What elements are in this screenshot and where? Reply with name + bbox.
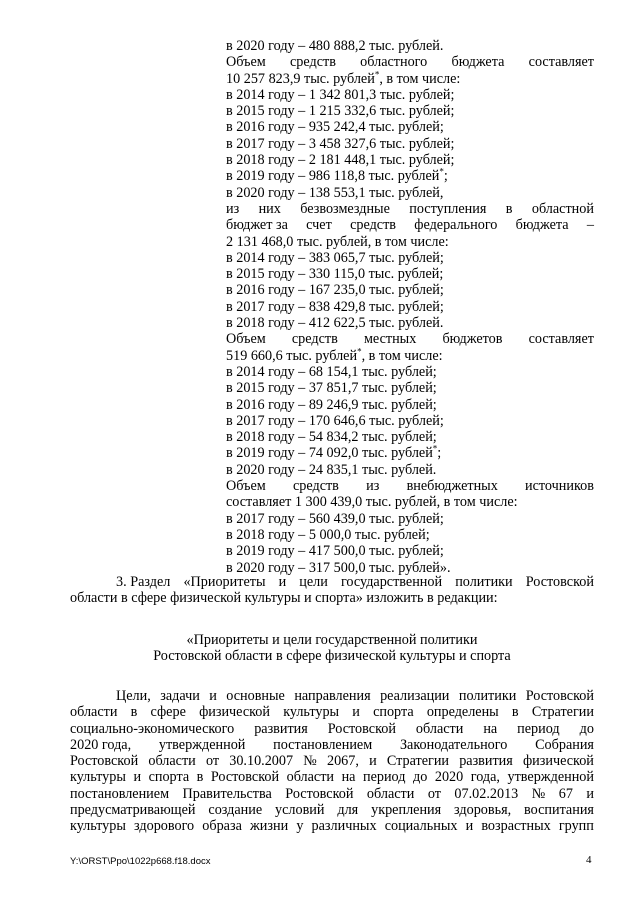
funding-line (226, 527, 594, 543)
word: у (296, 818, 304, 835)
funding-line (226, 103, 594, 119)
funding-line (226, 413, 594, 429)
section-heading (70, 632, 594, 665)
funding-line (226, 315, 594, 331)
word: 30.10.2007 (229, 753, 294, 770)
word: культуры (70, 818, 126, 835)
line-text: в 2014 году – 383 065,7 тыс. рублей; (226, 249, 444, 266)
funding-line (226, 68, 594, 87)
word: постановлением (70, 785, 170, 802)
word: создание (208, 802, 263, 819)
line-text: в 2017 году – 838 429,8 тыс. рублей; (226, 298, 444, 315)
paragraph-line (70, 818, 594, 834)
line-text: в 2016 году – 935 242,4 тыс. рублей; (226, 119, 444, 136)
line-text: в 2020 году – 317 500,0 тыс. рублей». (226, 559, 451, 576)
word: различных (311, 818, 377, 835)
word: местных (363, 331, 417, 348)
word: Объем (226, 331, 266, 348)
word: период (362, 769, 406, 786)
word: средств (291, 331, 338, 348)
word: постановлением (273, 736, 373, 753)
footer-file-path: Y:\ORST\Ppo\1022p668.f18.docx (70, 856, 211, 867)
funding-line (226, 38, 594, 54)
line-text-tail: , в том числе: (361, 347, 443, 364)
funding-line (226, 185, 594, 201)
word: возрастных (481, 818, 551, 835)
funding-line (226, 250, 594, 266)
word: утвержденной (507, 769, 594, 786)
line-text: 2 131 468,0 тыс. рублей, в том числе: (226, 233, 449, 250)
word: Объем (226, 54, 266, 71)
line-text: в 2016 году – 167 235,0 тыс. рублей; (226, 282, 444, 299)
funding-column (226, 38, 594, 576)
word: групп (558, 818, 594, 835)
line-text-tail: ; (437, 445, 442, 462)
word: Ростовской (525, 688, 594, 704)
line-text: 519 660,6 тыс. рублей (226, 347, 358, 364)
word: 2020 (434, 769, 464, 786)
funding-line (226, 87, 594, 103)
word: образа (202, 818, 242, 835)
line-text-tail: ; (443, 168, 448, 185)
page-number: 4 (586, 854, 592, 866)
word: в (505, 200, 513, 217)
funding-line (226, 543, 594, 559)
paragraph-line (70, 688, 594, 704)
line-text: в 2015 году – 37 851,7 тыс. рублей; (226, 380, 437, 397)
word: Ростовской (525, 574, 594, 590)
word: области (148, 753, 196, 770)
word: 3. Раздел (116, 574, 171, 590)
funding-line (226, 445, 594, 461)
word: бюджетов (442, 331, 503, 348)
word: для (337, 802, 359, 819)
line-text: составляет 1 300 439,0 тыс. рублей, в том числе: (226, 494, 518, 511)
paragraph-line (70, 737, 594, 753)
word: них (258, 200, 281, 217)
word: до (579, 720, 594, 737)
word: 67 (558, 785, 573, 802)
word: «Приоритеты (183, 574, 266, 590)
word: бюджета (515, 217, 569, 234)
line-text: в 2015 году – 330 115,0 тыс. рублей; (226, 266, 444, 283)
funding-line (226, 119, 594, 135)
section-3-line-1 (70, 574, 594, 590)
line-text: в 2017 году – 170 646,6 тыс. рублей; (226, 412, 444, 429)
word: области (70, 704, 118, 721)
word: жизни (250, 818, 289, 835)
paragraph-line (70, 753, 594, 769)
word: Стратегии (531, 704, 594, 721)
line-text: 10 257 823,9 тыс. рублей (226, 70, 375, 87)
line-text: в 2016 году – 89 246,9 тыс. рублей; (226, 396, 437, 413)
word: и (465, 818, 474, 835)
word: безвозмездные (300, 200, 390, 217)
word: в (130, 704, 138, 721)
section-3-line-2: области в сфере физической культуры и спорта» изложить в редакции: (70, 590, 498, 607)
word: и (586, 785, 594, 802)
word: направления (294, 688, 371, 704)
paragraph-line (70, 786, 594, 802)
word: здоровья, (454, 802, 512, 819)
word: на (341, 769, 356, 786)
word: развития (459, 753, 513, 770)
funding-line (226, 364, 594, 380)
funding-line (226, 234, 594, 250)
word: Ростовской (70, 753, 139, 770)
word: основные (226, 688, 285, 704)
word: средств (289, 54, 336, 71)
line-text: в 2020 году – 138 553,1 тыс. рублей, (226, 184, 444, 201)
word: области (415, 720, 464, 737)
footnote-asterisk: * (439, 166, 444, 177)
paragraph-line (70, 721, 594, 737)
line-text: в 2015 году – 1 215 332,6 тыс. рублей; (226, 103, 455, 120)
word: в (511, 704, 519, 721)
line-text: в 2018 году – 5 000,0 тыс. рублей; (226, 526, 430, 543)
paragraph-line (70, 802, 594, 818)
line-text: в 2018 году – 54 834,2 тыс. рублей; (226, 429, 437, 446)
word: условий (275, 802, 325, 819)
word: в (196, 769, 204, 786)
footnote-asterisk: * (432, 443, 438, 454)
heading-line-1: «Приоритеты и цели государственной политики (186, 632, 478, 648)
word: и (352, 704, 360, 721)
heading-line-2: Ростовской области в сфере физической культуры и спорта (153, 648, 511, 665)
word: 2067, (326, 753, 359, 770)
funding-line (226, 152, 594, 168)
word: и (133, 769, 142, 786)
word: 2020 года, (70, 736, 132, 753)
word: сфере (150, 704, 186, 721)
word: реализации (380, 688, 450, 704)
word: из (226, 200, 240, 217)
word: развития (254, 720, 308, 737)
word: утвержденной (158, 736, 246, 753)
word: спорта (373, 704, 414, 721)
funding-line (226, 299, 594, 315)
funding-line (226, 478, 594, 494)
word: социально-экономического (70, 720, 235, 737)
word: Стратегии (386, 753, 450, 770)
word: определены (426, 704, 499, 721)
funding-line (226, 266, 594, 282)
word: бюджет за (226, 217, 288, 234)
word: предусматривающей (70, 802, 196, 819)
word: период (517, 720, 560, 737)
word: культуры (283, 704, 340, 721)
funding-line (226, 168, 594, 184)
section-3-paragraph (70, 574, 594, 607)
word: социальных (384, 818, 458, 835)
word: № (531, 785, 546, 802)
word: поступления (409, 200, 487, 217)
paragraph-line (70, 704, 594, 720)
word: года, (470, 769, 500, 786)
word: Объем (226, 478, 266, 495)
word: области (366, 785, 415, 802)
word: составляет (528, 331, 594, 348)
word: средств (350, 217, 396, 234)
word: спорта (148, 769, 190, 786)
word: здорового (134, 818, 195, 835)
footnote-asterisk: * (374, 68, 380, 79)
funding-line (226, 397, 594, 413)
word: внебюджетных (406, 478, 498, 495)
line-text: в 2014 году – 1 342 801,3 тыс. рублей; (226, 86, 455, 103)
line-text: в 2020 году – 24 835,1 тыс. рублей. (226, 461, 437, 478)
word: цели (299, 574, 328, 590)
line-text-tail: , в том числе: (379, 70, 461, 87)
word: – (586, 217, 594, 234)
funding-line (226, 136, 594, 152)
funding-line (226, 345, 594, 364)
word: Ростовской (327, 720, 396, 737)
word: Ростовской (210, 769, 280, 786)
word: от (205, 753, 220, 770)
paragraph-line (70, 769, 594, 785)
word: составляет (528, 54, 594, 71)
line-text: в 2017 году – 3 458 327,6 тыс. рублей; (226, 135, 455, 152)
word: государственной (340, 574, 443, 590)
word: политики (455, 574, 513, 590)
word: области (286, 769, 335, 786)
line-text: в 2018 году – 2 181 448,1 тыс. рублей; (226, 152, 455, 169)
word: федерального (414, 217, 498, 234)
goals-paragraph (70, 688, 594, 835)
word: Ростовской (285, 785, 354, 802)
word: Цели, (116, 688, 151, 704)
funding-line (226, 201, 594, 217)
word: и (369, 753, 377, 770)
word: физической (199, 704, 270, 721)
word: физической (522, 753, 594, 770)
word: до (413, 769, 428, 786)
line-text: в 2020 году – 480 888,2 тыс. рублей. (226, 38, 444, 54)
funding-line (226, 494, 594, 510)
word: и (209, 688, 217, 704)
word: воспитания (524, 802, 594, 819)
funding-line (226, 380, 594, 396)
word: Собрания (535, 736, 594, 753)
line-text: в 2019 году – 74 092,0 тыс. рублей (226, 445, 433, 462)
line-text: в 2019 году – 986 118,8 тыс. рублей (226, 168, 440, 185)
word: на (483, 720, 498, 737)
line-text: в 2017 году – 560 439,0 тыс. рублей; (226, 510, 444, 527)
word: и (278, 574, 287, 590)
word: бюджета (451, 54, 505, 71)
funding-line (226, 331, 594, 347)
funding-line (226, 217, 594, 233)
funding-line (226, 462, 594, 478)
word: счет (306, 217, 332, 234)
word: политики (458, 688, 517, 704)
word: из (366, 478, 380, 495)
line-text: в 2014 году – 68 154,1 тыс. рублей; (226, 363, 437, 380)
word: культуры (70, 769, 126, 786)
word: № (303, 753, 317, 770)
line-text: в 2018 году – 412 622,5 тыс. рублей. (226, 315, 444, 332)
funding-line (226, 54, 594, 70)
funding-line (226, 429, 594, 445)
word: Правительства (182, 785, 272, 802)
word: средств (292, 478, 339, 495)
word: 07.02.2013 (454, 785, 519, 802)
word: от (427, 785, 441, 802)
line-text: в 2019 году – 417 500,0 тыс. рублей; (226, 543, 444, 560)
word: областной (531, 200, 594, 217)
funding-line (226, 282, 594, 298)
word: укрепления (371, 802, 442, 819)
funding-line (226, 511, 594, 527)
word: источников (525, 478, 594, 495)
word: Законодательного (399, 736, 508, 753)
word: областного (360, 54, 428, 71)
footnote-asterisk: * (357, 345, 362, 356)
word: задачи (160, 688, 200, 704)
